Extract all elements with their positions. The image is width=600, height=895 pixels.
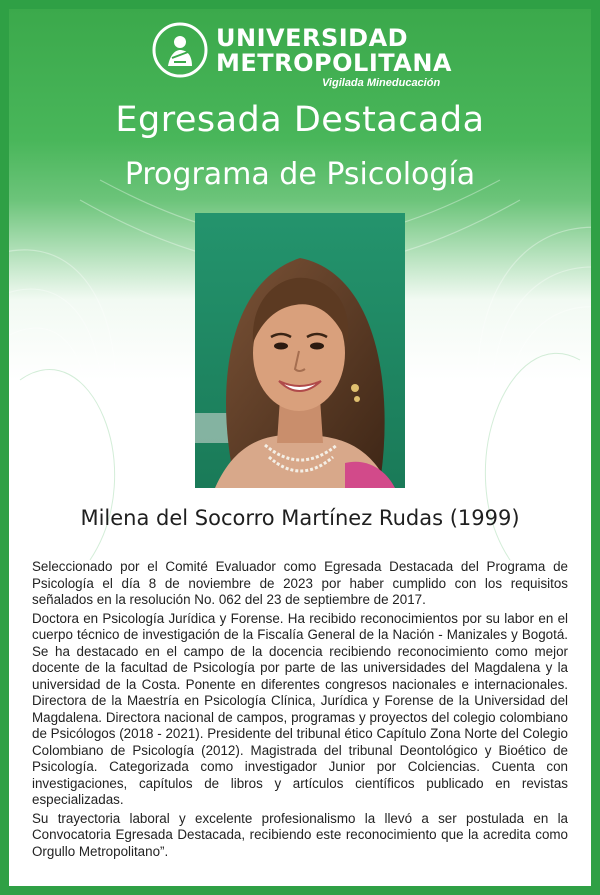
- page-title: Egresada Destacada: [115, 100, 485, 140]
- university-logo: [152, 22, 452, 92]
- portrait-illustration: [195, 213, 405, 488]
- logo-name-line1: UNIVERSIDAD: [216, 24, 409, 52]
- logo-name-line2: METROPOLITANA: [216, 49, 452, 77]
- portrait-photo: [195, 213, 405, 488]
- graduate-name: Milena del Socorro Martínez Rudas (1999): [80, 506, 520, 530]
- university-emblem-icon: [152, 22, 208, 78]
- biography: [32, 559, 568, 862]
- bio-paragraph-2: Doctora en Psicología Jurídica y Forense. Ha recibido reconocimientos por su labor en el cuerpo técnico de investigación de la Fiscalía General de la Nación - Manizales y Bogotá. Se ha destacado en el campo de la docencia recibiendo reconocimiento como mejor docente de la facultad de Psicología por parte de las universidades del Magdalena y la universidad de la Costa. Ponente en diferentes congresos nacionales e internacionales. Directora de la Maestría en Psicología Clínica, Jurídica y Forense de la Universidad del Magdalena. Directora nacional de campos, programas y proyectos del colegio colombiano de Psicólogos (2018 - 2021). Presidente del tribunal ético Capítulo Zona Norte del Colegio Colombiano de Psicología (2012). Magistrada del tribunal Deontológico y Bioético de Psicología. Categorizada como investigador Junior por Colciencias. Cuenta con investigaciones, capítulos de libros y artículos científicos publicado en revistas especializadas.: [32, 610, 568, 807]
- bio-paragraph-1: Seleccionado por el Comité Evaluador como Egresada Destacada del Programa de Psicología el día 8 de noviembre de 2023 por haber cumplido con los requisitos señalados en la resolución No. 062 del 23 de septiembre de 2017.: [32, 559, 568, 607]
- page-subtitle: Programa de Psicología: [124, 157, 476, 192]
- bio-paragraph-3: Su trayectoria laboral y excelente profesionalismo la llevó a ser postulada en la Convocatoria Egresada Destacada, recibiendo este reconocimiento que la acredita como Orgullo Metropolitano”.: [32, 810, 568, 859]
- logo-tagline: Vigilada Mineducación: [322, 77, 441, 89]
